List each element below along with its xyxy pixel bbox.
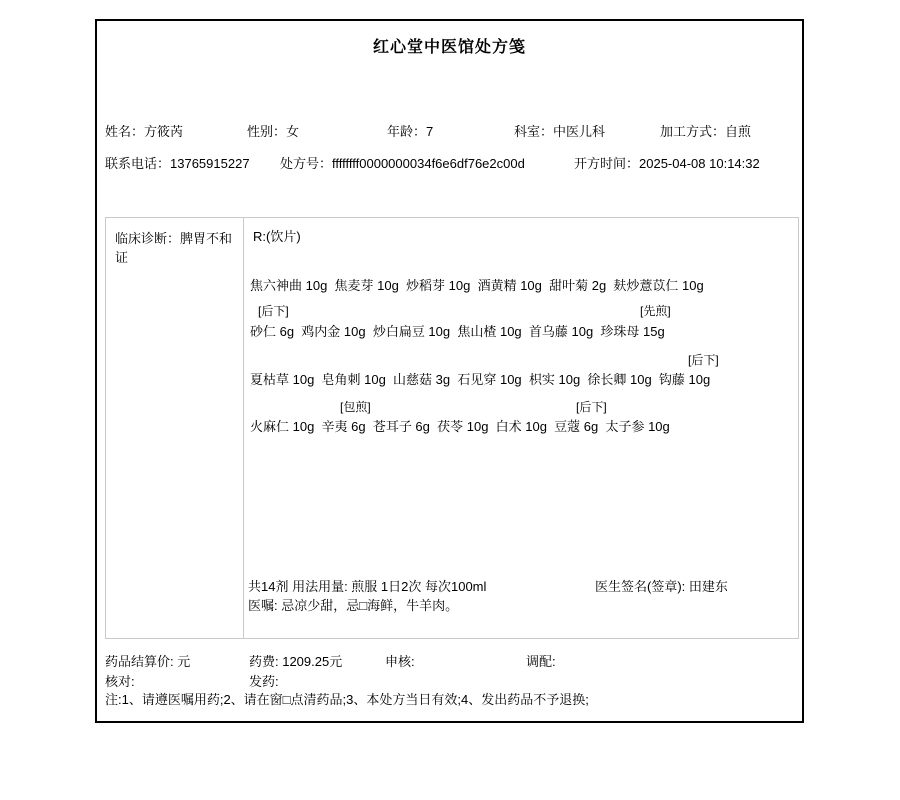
issue-time-field <box>574 156 760 172</box>
check-field: 核对: <box>105 674 135 689</box>
rx-header: R:(饮片) <box>253 229 301 244</box>
issue-time-value: 2025-04-08 10:14:32 <box>639 156 760 171</box>
page-title: 红心堂中医馆处方笺 <box>372 39 526 56</box>
age-field <box>387 124 433 140</box>
prescription-sheet <box>95 19 804 723</box>
herb-line-1: 焦六神曲 10g 焦麦芽 10g 炒稻芽 10g 酒黄精 10g 甜叶菊 2g 麸炒薏苡仁 10g <box>250 278 704 293</box>
phone-label: 联系电话： <box>105 156 171 171</box>
patient-name-label: 姓名： <box>105 124 145 139</box>
issue-time-label: 开方时间： <box>574 156 640 171</box>
settlement-price-field: 药品结算价: 元 <box>105 654 191 669</box>
diagnosis-label: 临床诊断： <box>115 231 181 246</box>
patient-name-value: 方筱芮 <box>144 124 184 139</box>
diagnosis-value: 脾胃不和证 <box>115 231 233 265</box>
herb-line-3: 夏枯草 10g 皂角刺 10g 山慈菇 3g 石见穿 10g 枳实 10g 徐长卿 10g 钩藤 10g <box>250 372 711 387</box>
rx-content-cell <box>244 218 798 638</box>
footer-note: 注:1、请遵医嘱用药;2、请在窗□点清药品;3、本处方当日有效;4、发出药品不予退换; <box>105 692 589 707</box>
phone-value: 13765915227 <box>170 156 250 171</box>
decoction-note-houxia-3: [后下] <box>576 400 607 414</box>
gender-field <box>247 124 299 140</box>
age-label: 年龄： <box>387 124 427 139</box>
rx-number-value: ffffffff0000000034f6e6df76e2c00d <box>332 156 525 171</box>
medicine-fee-field: 药费: 1209.25元 <box>249 654 343 669</box>
decoction-note-baojian: [包煎] <box>340 400 371 414</box>
rx-number-field <box>280 156 525 172</box>
prepare-field: 调配: <box>526 654 556 669</box>
age-value: 7 <box>426 124 434 139</box>
doctor-signature: 医生签名(签章): 田建东 <box>595 579 728 594</box>
dispense-field: 发药: <box>249 674 279 689</box>
department-label: 科室： <box>514 124 554 139</box>
gender-value: 女 <box>286 124 300 139</box>
patient-name-field <box>105 124 183 140</box>
decoction-note-houxia-2: [后下] <box>688 353 719 367</box>
processing-value: 自煎 <box>725 124 752 139</box>
herb-line-2: 砂仁 6g 鸡内金 10g 炒白扁豆 10g 焦山楂 10g 首乌藤 10g 珍珠母 15g <box>250 324 665 339</box>
diagnosis-cell <box>106 218 244 638</box>
processing-field <box>660 124 751 140</box>
phone-field <box>105 156 250 172</box>
usage-text: 共14剂 用法用量: 煎服 1日2次 每次100ml <box>248 579 487 594</box>
review-field: 申核: <box>385 654 415 669</box>
medical-advice: 医嘱: 忌凉少甜，忌□海鲜，牛羊肉。 <box>248 598 459 613</box>
decoction-note-houxia-1: [后下] <box>258 304 289 318</box>
herb-line-4: 火麻仁 10g 辛夷 6g 苍耳子 6g 茯苓 10g 白术 10g 豆蔻 6g 太子参 10g <box>250 419 670 434</box>
rx-number-label: 处方号： <box>280 156 333 171</box>
department-field <box>514 124 605 140</box>
department-value: 中医儿科 <box>553 124 606 139</box>
gender-label: 性别： <box>247 124 287 139</box>
rx-table <box>105 217 799 639</box>
decoction-note-xianjian: [先煎] <box>640 304 671 318</box>
processing-label: 加工方式： <box>660 124 726 139</box>
